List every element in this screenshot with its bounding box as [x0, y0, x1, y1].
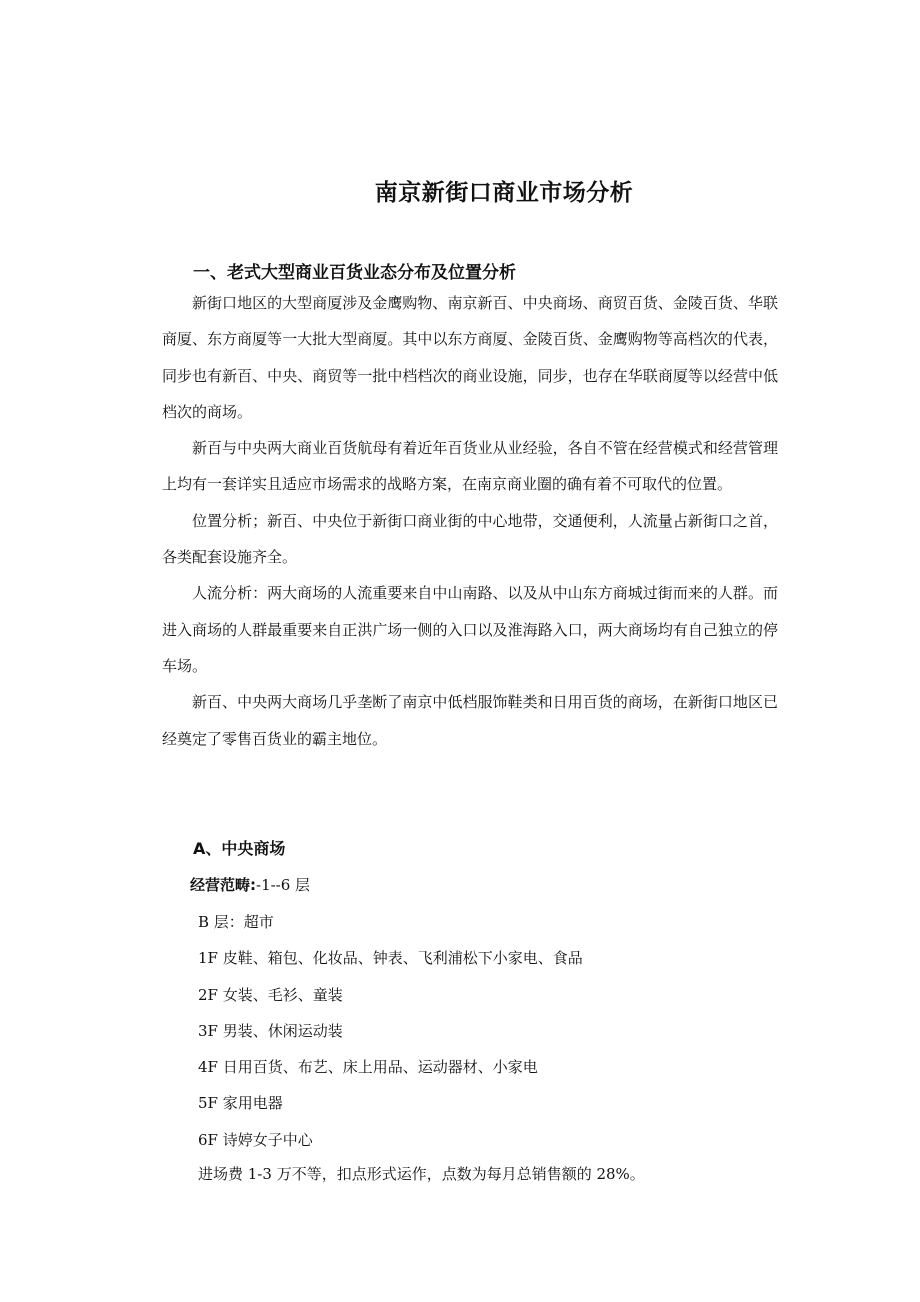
- floor-item: 5F 家用电器: [198, 1094, 283, 1113]
- floor-item: 2F 女装、毛衫、童装: [198, 985, 343, 1004]
- paragraph-overview: 新街口地区的大型商厦涉及金鹰购物、南京新百、中央商场、商贸百货、金陵百货、华联商厦、东方商厦等一大批大型商厦。其中以东方商厦、金陵百货、金鹰购物等高档次的代表，同步也有新百、中央、商贸等一批中档档次的商业设施，同步，也存在华联商厦等以经营中低档次的商场。: [162, 294, 778, 421]
- paragraph-location-analysis: 位置分析；新百、中央位于新街口商业街的中心地带，交通便利，人流量占新街口之首，各类配套设施齐全。: [162, 511, 778, 567]
- section-body: [162, 285, 778, 757]
- scope-label: 经营范畴:: [190, 876, 256, 894]
- subsection-heading: A、中央商场: [193, 839, 286, 858]
- document-title: 南京新街口商业市场分析: [374, 180, 634, 206]
- paragraph-xinbai-zhongyang: 新百与中央两大商业百货航母有着近年百货业从业经验，各自不管在经营模式和经营管理上均有一套详实且适应市场需求的战略方案，在南京商业圈的确有着不可取代的位置。: [162, 439, 778, 494]
- scope-value: -1--6 层: [256, 876, 311, 894]
- fee-note: 进场费 1-3 万不等，扣点形式运作，点数为每月总销售额的 28%。: [198, 1165, 645, 1183]
- floor-list: [198, 904, 583, 1158]
- paragraph-market-dominance: 新百、中央两大商场几乎垄断了南京中低档服饰鞋类和日用百货的商场，在新街口地区已经奠定了零售百货业的霸主地位。: [162, 693, 778, 748]
- floor-item: B 层：超市: [198, 913, 274, 931]
- business-scope: [190, 874, 310, 895]
- paragraph-traffic-analysis: 人流分析：两大商场的人流重要来自中山南路、以及从中山东方商城过街而来的人群。而进入商场的人群最重要来自正洪广场一侧的入口以及淮海路入口，两大商场均有自己独立的停车场。: [162, 584, 778, 675]
- floor-item: 6F 诗婷女子中心: [198, 1130, 313, 1149]
- section-heading: 一、老式大型商业百货业态分布及位置分析: [193, 263, 516, 283]
- floor-item: 1F 皮鞋、箱包、化妆品、钟表、飞利浦松下小家电、食品: [198, 949, 583, 968]
- floor-item: 4F 日用百货、布艺、床上用品、运动器材、小家电: [198, 1058, 538, 1077]
- floor-item: 3F 男装、休闲运动装: [198, 1021, 343, 1040]
